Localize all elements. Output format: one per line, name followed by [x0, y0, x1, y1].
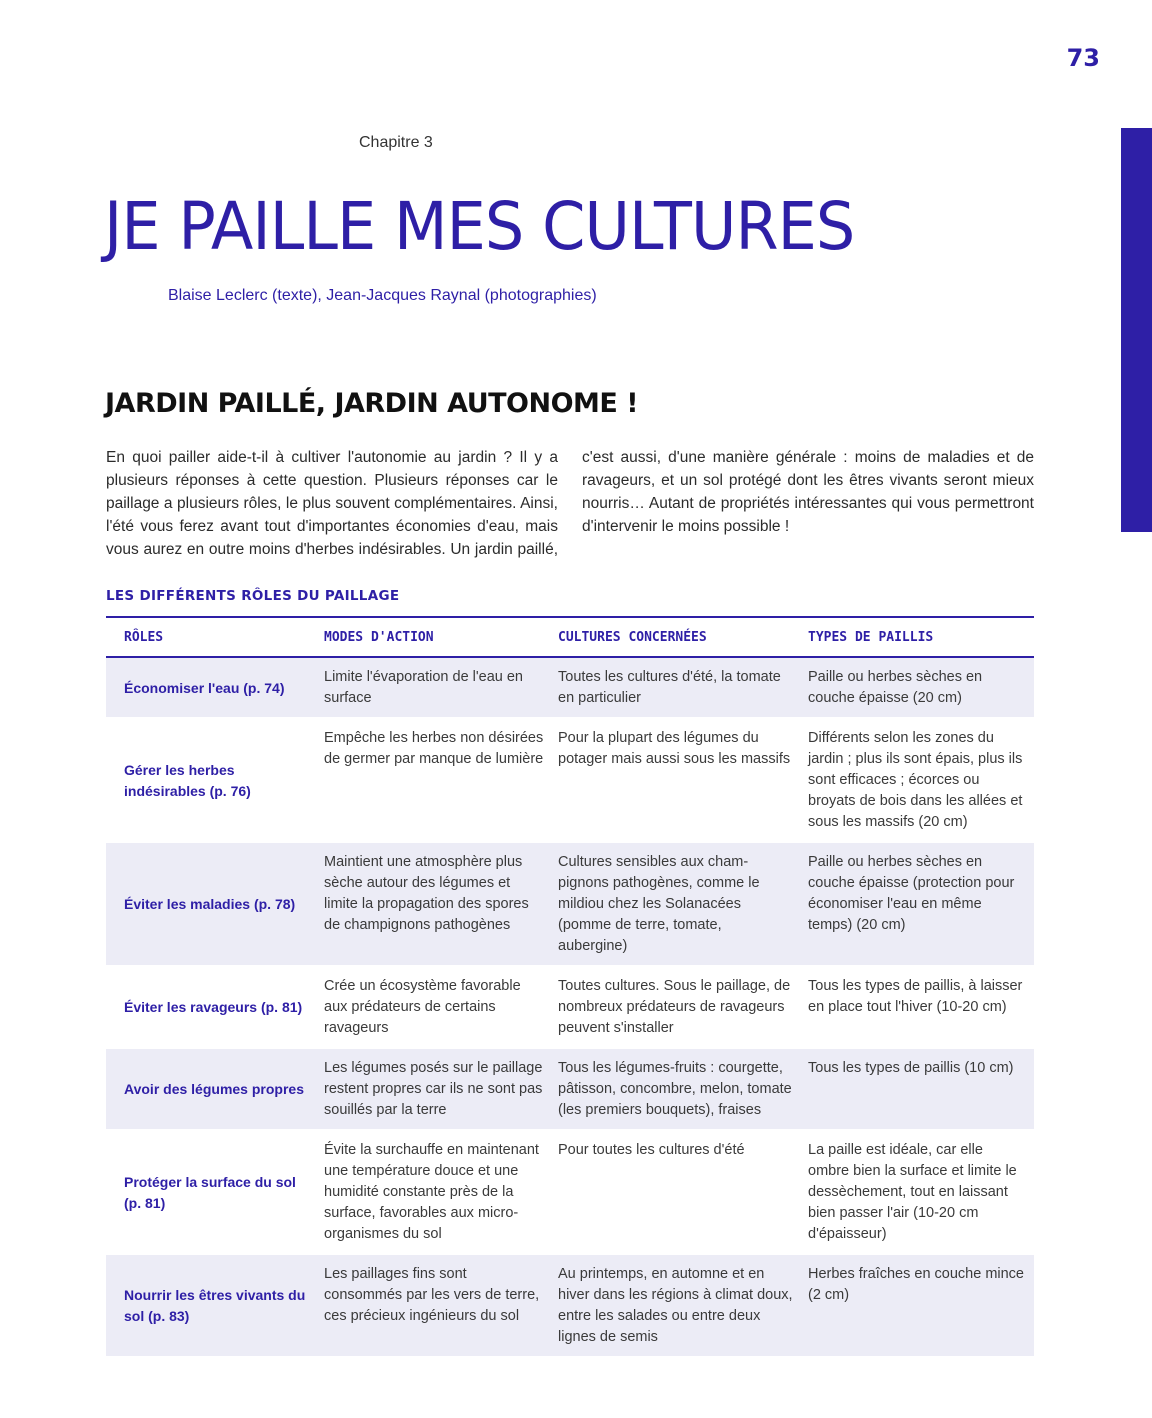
table-row [106, 842, 1034, 966]
role-cell: Avoir des légumes propres [106, 1048, 318, 1130]
chapter-title: JE PAILLE MES CULTURES [104, 188, 855, 265]
role-cell: Éviter les ravageurs (p. 81) [106, 966, 318, 1048]
culture-cell: Toutes cultures. Sous le paillage, de nombreux prédateurs de ravageurs peuvent s'installer [552, 966, 802, 1048]
mode-cell: Limite l'évaporation de l'eau en surface [318, 657, 552, 718]
table-header-row [106, 617, 1034, 657]
section-heading: JARDIN PAILLÉ, JARDIN AUTONOME ! [105, 388, 639, 419]
table-row [106, 718, 1034, 842]
mulch-type-cell: Tous les types de paillis (10 cm) [802, 1048, 1034, 1130]
role-cell: Nourrir les êtres vivants du sol (p. 83) [106, 1254, 318, 1357]
page-number: 73 [1066, 44, 1100, 72]
header-modes: MODES D'ACTION [318, 617, 552, 657]
table-row [106, 1254, 1034, 1357]
culture-cell: Au printemps, en automne et en hiver dans les régions à climat doux, entre les salades ou entre deux lignes de semis [552, 1254, 802, 1357]
mode-cell: Empêche les herbes non désirées de germer par manque de lumière [318, 718, 552, 842]
culture-cell: Tous les légumes-fruits : courgette, pâtisson, concombre, melon, tomate (les premiers bouquets), fraises [552, 1048, 802, 1130]
chapter-credits: Blaise Leclerc (texte), Jean-Jacques Raynal (photographies) [168, 287, 597, 304]
mulch-type-cell: Tous les types de paillis, à laisser en place tout l'hiver (10-20 cm) [802, 966, 1034, 1048]
table-row [106, 966, 1034, 1048]
header-types: TYPES DE PAILLIS [802, 617, 1034, 657]
chapter-side-tab [1121, 128, 1152, 532]
mode-cell: Évite la surchauffe en maintenant une température douce et une humidité constante près de la surface, favorables aux micro-organismes du sol [318, 1130, 552, 1254]
role-cell: Éviter les maladies (p. 78) [106, 842, 318, 966]
culture-cell: Pour la plupart des légumes du potager mais aussi sous les massifs [552, 718, 802, 842]
header-cultures: CULTURES CONCERNÉES [552, 617, 802, 657]
mulch-type-cell: Différents selon les zones du jardin ; plus ils sont épais, plus ils sont efficaces ; écorces ou broyats de bois dans les allées et sous les massifs (20 cm) [802, 718, 1034, 842]
mode-cell: Crée un écosystème favorable aux prédateurs de certains ravageurs [318, 966, 552, 1048]
culture-cell: Toutes les cultures d'été, la tomate en particulier [552, 657, 802, 718]
mode-cell: Maintient une atmosphère plus sèche autour des légumes et limite la propagation des spores de champignons pathogènes [318, 842, 552, 966]
mulch-type-cell: Paille ou herbes sèches en couche épaisse (20 cm) [802, 657, 1034, 718]
intro-paragraph: En quoi pailler aide-t-il à cultiver l'autonomie au jardin ? Il y a plusieurs réponses à cette question. Plusieurs réponses car le paillage a plusieurs rôles, le plus souvent complémentaires. Ainsi, l'été vous ferez avant tout d'importantes économies d'eau, mais vous aurez en outre moins d'herbes indésirables. Un jardin paillé, c'est aussi, d'une manière générale : moins de maladies et de ravageurs, et un sol protégé dont les êtres vivants seront mieux nourris… Autant de propriétés intéressantes qui vous permettront d'intervenir le moins possible ! [106, 449, 1034, 558]
header-roles: RÔLES [106, 617, 318, 657]
role-cell: Économiser l'eau (p. 74) [106, 657, 318, 718]
mode-cell: Les paillages fins sont consommés par les vers de terre, ces précieux ingénieurs du sol [318, 1254, 552, 1357]
mulch-type-cell: Herbes fraîches en couche mince (2 cm) [802, 1254, 1034, 1357]
culture-cell: Cultures sensibles aux champignons pathogènes, comme le mildiou chez les Solanacées (pomme de terre, tomate, aubergine) [552, 842, 802, 966]
role-cell: Protéger la surface du sol (p. 81) [106, 1130, 318, 1254]
intro-text [106, 446, 1034, 561]
chapter-label: Chapitre 3 [359, 134, 433, 151]
table-caption: LES DIFFÉRENTS RÔLES DU PAILLAGE [106, 588, 400, 604]
culture-cell: Pour toutes les cultures d'été [552, 1130, 802, 1254]
table-row [106, 1048, 1034, 1130]
mulch-type-cell: La paille est idéale, car elle ombre bien la surface et limite le dessèchement, tout en laissant bien passer l'air (10-20 cm d'épaisseur) [802, 1130, 1034, 1254]
role-cell: Gérer les herbes indésirables (p. 76) [106, 718, 318, 842]
table-row [106, 657, 1034, 718]
table-row [106, 1130, 1034, 1254]
mulch-roles-table [106, 616, 1034, 1358]
mode-cell: Les légumes posés sur le paillage restent propres car ils ne sont pas souillés par la terre [318, 1048, 552, 1130]
mulch-type-cell: Paille ou herbes sèches en couche épaisse (protection pour économiser l'eau en même temps) (20 cm) [802, 842, 1034, 966]
